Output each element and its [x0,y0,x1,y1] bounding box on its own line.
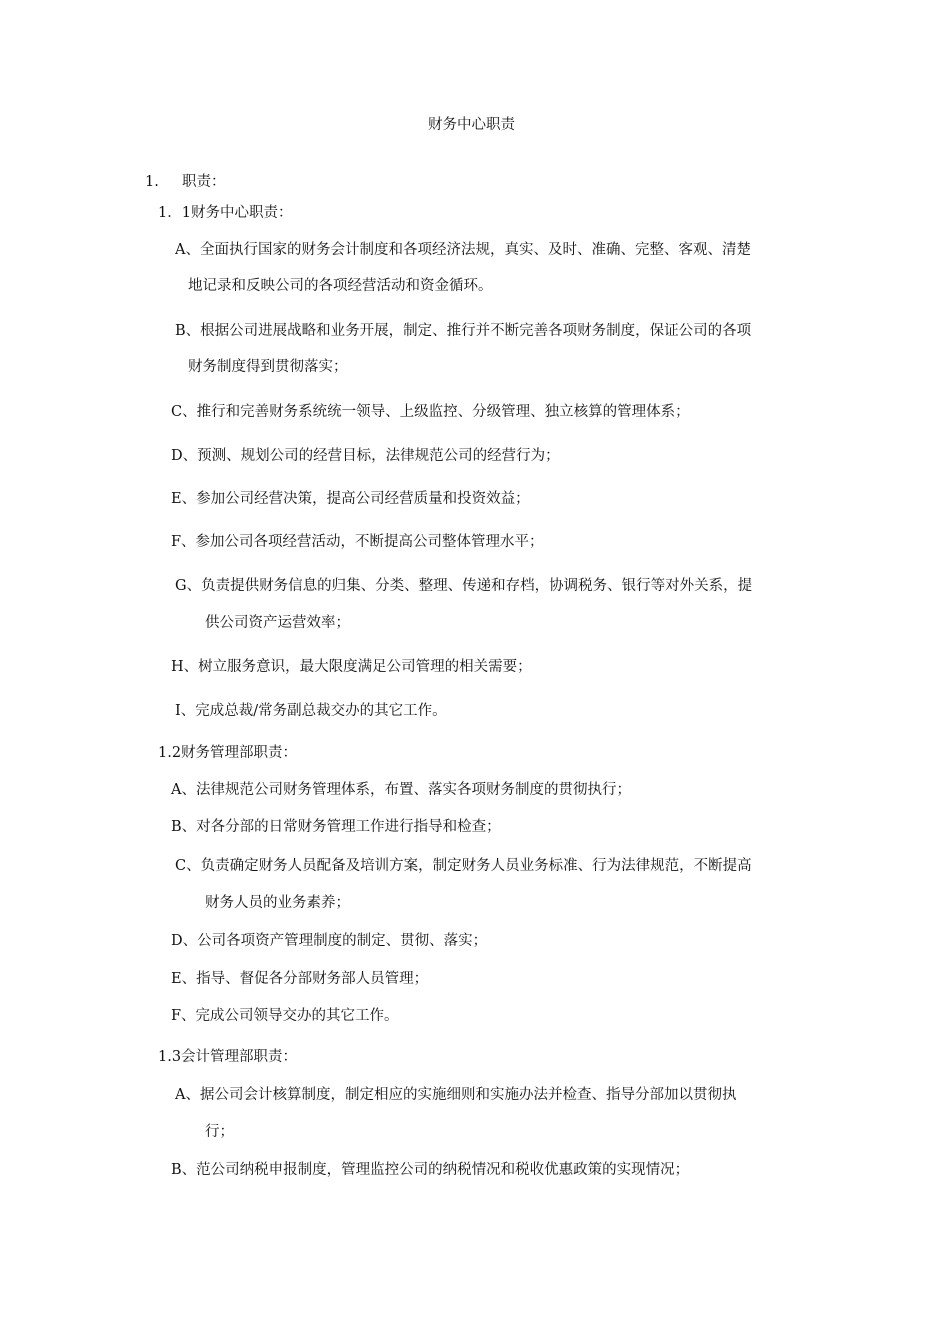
list-item-line: A、据公司会计核算制度，制定相应的实施细则和实施办法并检查、指导分部加以贯彻执 [175,1087,737,1103]
list-item-line: D、预测、规划公司的经营目标，法律规范公司的经营行为； [171,448,560,464]
list-item-line: I、完成总裁/常务副总裁交办的其它工作。 [175,703,447,719]
list-item-line: D、公司各项资产管理制度的制定、贯彻、落实； [171,933,488,949]
list-item-line: F、参加公司各项经营活动，不断提高公司整体管理水平； [171,534,544,550]
list-item-line: C、推行和完善财务系统统一领导、上级监控、分级管理、独立核算的管理体系； [171,404,690,420]
subsection-heading-1-1: 1．1财务中心职责： [158,205,293,221]
list-item-line: B、根据公司进展战略和业务开展，制定、推行并不断完善各项财务制度，保证公司的各项 [175,323,752,339]
list-item-line: E、指导、督促各分部财务部人员管理； [171,971,429,987]
list-item-line: B、范公司纳税申报制度，管理监控公司的纳税情况和税收优惠政策的实现情况； [171,1162,690,1178]
list-item-line: E、参加公司经营决策，提高公司经营质量和投资效益； [171,491,530,507]
list-item-line: 行； [205,1124,234,1140]
subsection-heading-1-2: 1.2财务管理部职责： [158,745,298,761]
list-item-line: C、负责确定财务人员配备及培训方案，制定财务人员业务标准、行为法律规范，不断提高 [175,858,752,874]
list-item-line: 供公司资产运营效率； [205,615,350,631]
list-item-line: 地记录和反映公司的各项经营活动和资金循环。 [188,278,493,294]
list-item-line: G、负责提供财务信息的归集、分类、整理、传递和存档，协调税务、银行等对外关系，提 [175,578,753,594]
list-item-line: 财务制度得到贯彻落实； [188,359,348,375]
section-label: 职责： [182,174,226,190]
document-title: 财务中心职责 [428,117,515,133]
list-item-line: A、全面执行国家的财务会计制度和各项经济法规，真实、及时、准确、完整、客观、清楚 [175,242,751,258]
section-number: 1. [145,174,159,190]
list-item-line: B、对各分部的日常财务管理工作进行指导和检查； [171,819,501,835]
list-item-line: 财务人员的业务素养； [205,895,350,911]
subsection-heading-1-3: 1.3会计管理部职责： [158,1049,298,1065]
list-item-line: A、法律规范公司财务管理体系，布置、落实各项财务制度的贯彻执行； [171,782,631,798]
list-item-line: F、完成公司领导交办的其它工作。 [171,1008,399,1024]
list-item-line: H、树立服务意识，最大限度满足公司管理的相关需要； [171,659,532,675]
